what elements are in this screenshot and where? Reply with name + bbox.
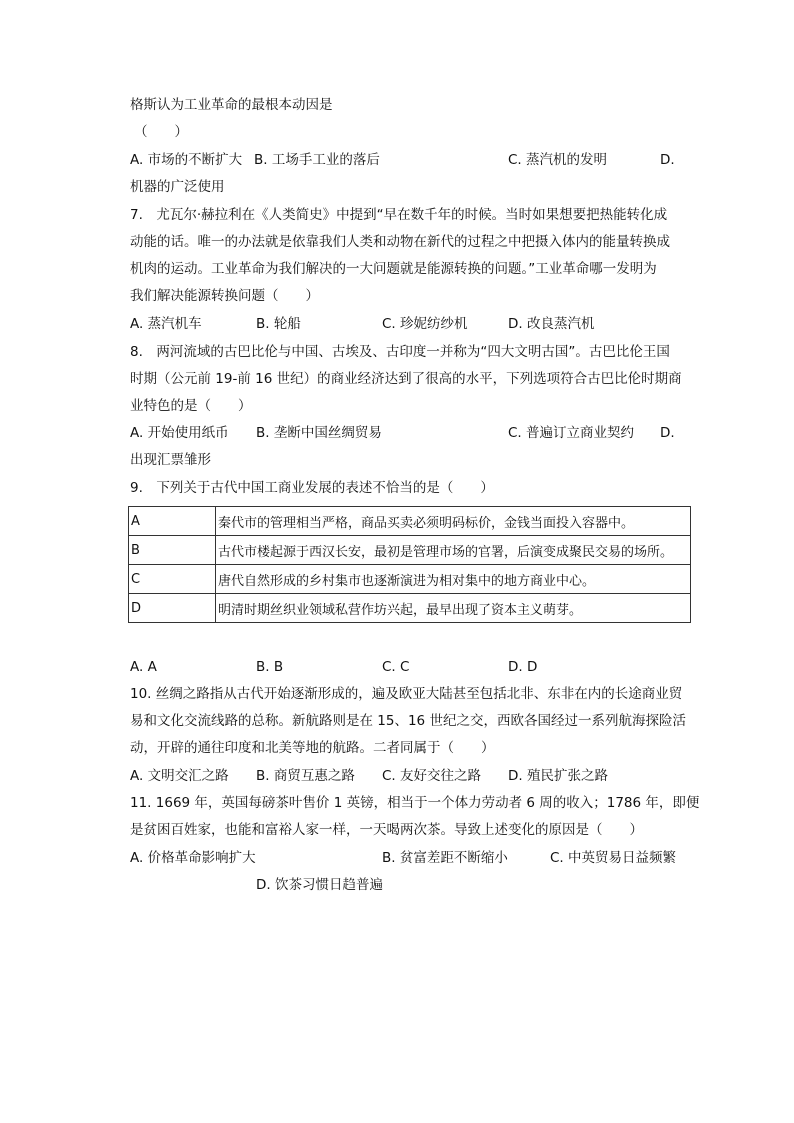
q9-option-c: C. C [382, 659, 410, 675]
q11-stem-line: 11. 1669 年，英国每磅茶叶售价 1 英镑，相当于一个体力劳动者 6 周的收入；1786 年，即便 [130, 795, 700, 811]
q11-option-a: A. 价格革命影响扩大 [130, 850, 256, 866]
q8-option-a: A. 开始使用纸币 [130, 425, 229, 441]
q10-stem-line: 易和文化交流线路的总称。新航路则是在 15、16 世纪之交，西欧各国经过一系列航海探险活 [130, 713, 686, 729]
q11-stem-line: 是贫困百姓家，也能和富裕人家一样，一天喝两次茶。导致上述变化的原因是（ ） [130, 822, 643, 838]
q8-option-c: C. 普遍订立商业契约 [508, 425, 635, 441]
q7-stem-line: 我们解决能源转换问题（ ） [130, 288, 319, 304]
table-row [129, 594, 691, 623]
q10-option-a: A. 文明交汇之路 [130, 768, 229, 784]
q7-option-b: B. 轮船 [256, 316, 301, 332]
q8-stem-line: 业特色的是（ ） [130, 398, 252, 414]
q9-stem: 9. 下列关于古代中国工商业发展的表述不恰当的是（ ） [130, 480, 494, 496]
q6-stem-tail: 格斯认为工业革命的最根本动因是 [130, 97, 333, 113]
q7-stem-line: 动能的话。唯一的办法就是依靠我们人类和动物在新代的过程之中把摄入体内的能量转换成 [130, 234, 670, 250]
table-row [129, 536, 691, 565]
q7-stem-line: 机肉的运动。工业革命为我们解决的一大问题就是能源转换的问题。”工业革命哪一发明为 [130, 261, 657, 277]
q7-option-d: D. 改良蒸汽机 [508, 316, 595, 332]
q9-option-d: D. D [508, 659, 538, 675]
q9-table-key: A [129, 507, 216, 536]
table-row [129, 507, 691, 536]
q6-option-b: B. 工场手工业的落后 [254, 152, 380, 168]
q7-option-a: A. 蒸汽机车 [130, 316, 202, 332]
q9-table-key: C [129, 565, 216, 594]
q6-answer-paren: （ ） [134, 124, 188, 140]
q8-option-b: B. 垄断中国丝绸贸易 [256, 425, 382, 441]
q9-option-a: A. A [130, 659, 157, 675]
q6-option-d: D. [660, 152, 675, 168]
q9-table-key: B [129, 536, 216, 565]
q8-option-d: D. [660, 425, 675, 441]
q6-option-d-text: 机器的广泛使用 [130, 179, 225, 195]
q7-stem-line: 7. 尤瓦尔·赫拉利在《人类简史》中提到“早在数千年的时候。当时如果想要把热能转化成 [130, 207, 668, 223]
q8-stem-line: 时期（公元前 19-前 16 世纪）的商业经济达到了很高的水平，下列选项符合古巴比伦时期商 [130, 371, 682, 387]
q9-table-text: 唐代自然形成的乡村集市也逐渐演进为相对集中的地方商业中心。 [216, 565, 691, 594]
q11-option-d: D. 饮茶习惯日趋普遍 [256, 877, 383, 893]
q9-table-text: 古代市楼起源于西汉长安，最初是管理市场的官署，后演变成聚民交易的场所。 [216, 536, 691, 565]
q9-table-text: 秦代市的管理相当严格，商品买卖必须明码标价，金钱当面投入容器中。 [216, 507, 691, 536]
q9-table [128, 506, 691, 623]
q11-option-c: C. 中英贸易日益频繁 [550, 850, 677, 866]
q10-stem-line: 动，开辟的通往印度和北美等地的航路。二者同属于（ ） [130, 740, 495, 756]
q10-option-c: C. 友好交往之路 [382, 768, 482, 784]
q8-stem-line: 8. 两河流域的古巴比伦与中国、古埃及、古印度一并称为“四大文明古国”。古巴比伦王国 [130, 344, 670, 360]
q9-option-b: B. B [256, 659, 284, 675]
q8-option-d-text: 出现汇票雏形 [130, 452, 211, 468]
q10-option-b: B. 商贸互惠之路 [256, 768, 355, 784]
q6-option-c: C. 蒸汽机的发明 [508, 152, 608, 168]
q9-table-key: D [129, 594, 216, 623]
q10-stem-line: 10. 丝绸之路指从古代开始逐渐形成的，遍及欧亚大陆甚至包括北非、东非在内的长途商业贸 [130, 686, 683, 702]
q6-option-a: A. 市场的不断扩大 [130, 152, 243, 168]
table-row [129, 565, 691, 594]
q9-table-text: 明清时期丝织业领域私营作坊兴起，最早出现了资本主义萌芽。 [216, 594, 691, 623]
q10-option-d: D. 殖民扩张之路 [508, 768, 608, 784]
q7-option-c: C. 珍妮纺纱机 [382, 316, 468, 332]
q11-option-b: B. 贫富差距不断缩小 [382, 850, 508, 866]
